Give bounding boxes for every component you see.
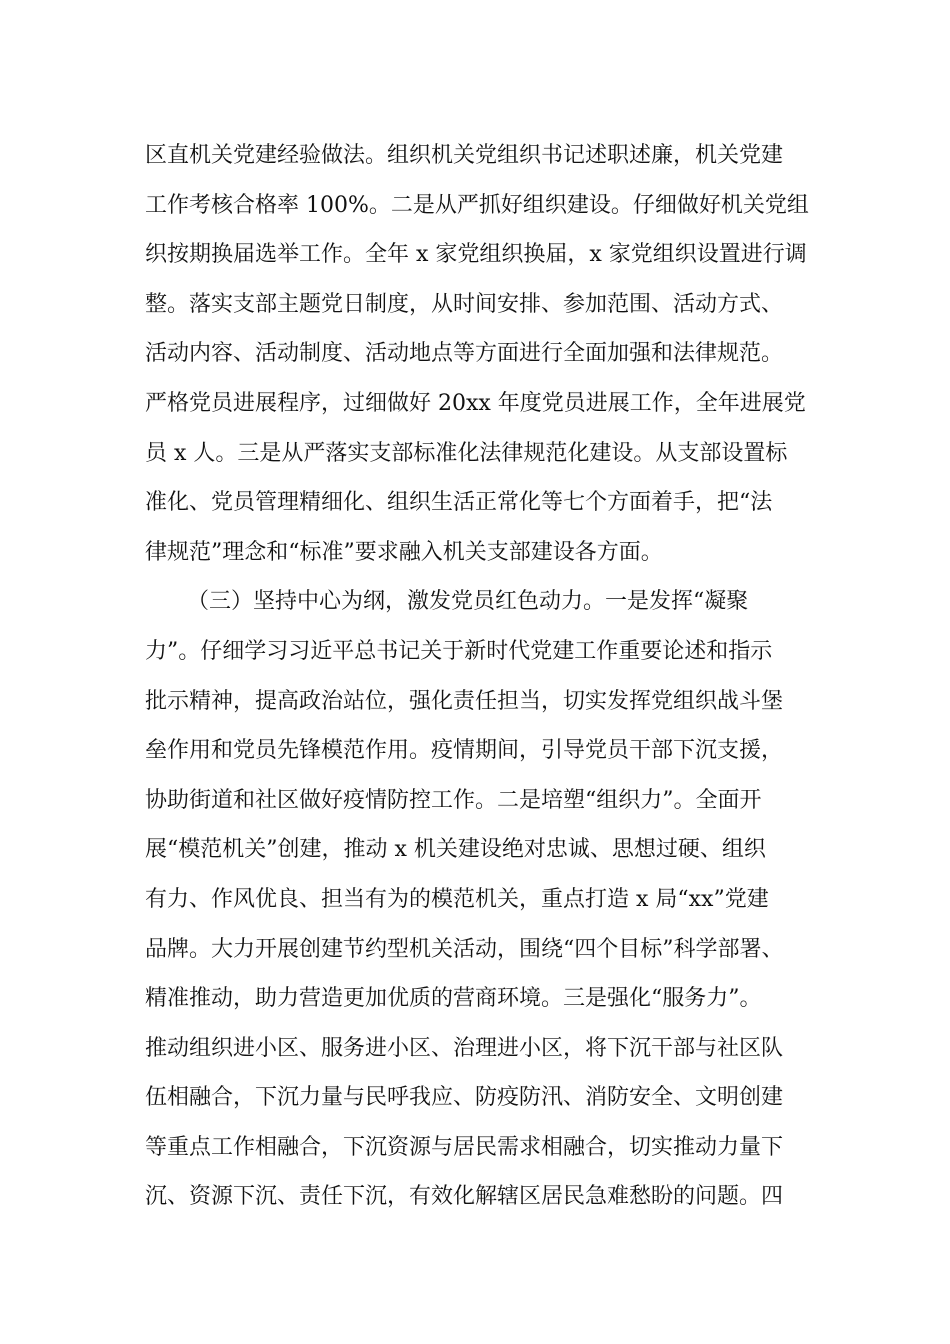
text-line: 垒作用和党员先锋模范作用。疫情期间，引导党员干部下沉支援， [145, 738, 784, 764]
text-line: 展“模范机关”创建，推动 x 机关建设绝对忠诚、思想过硬、组织 [145, 837, 766, 863]
text-line: 整。落实支部主题党日制度，从时间安排、参加范围、活动方式、 [145, 291, 784, 317]
text-line: 品牌。大力开展创建节约型机关活动，围绕“四个目标”科学部署、 [145, 936, 784, 962]
text-line: 员 x 人。三是从严落实支部标准化法律规范化建设。从支部设置标 [145, 440, 788, 466]
text-line: 沉、资源下沉、责任下沉，有效化解辖区居民急难愁盼的问题。四 [145, 1184, 784, 1210]
text-line: 协助街道和社区做好疫情防控工作。二是培塑“组织力”。全面开 [145, 787, 762, 813]
text-line: 织按期换届选举工作。全年 x 家党组织换届，x 家党组织设置进行调 [145, 242, 807, 268]
body-text [145, 131, 885, 1222]
text-line: 准化、党员管理精细化、组织生活正常化等七个方面着手，把“法 [145, 490, 773, 516]
text-line: 精准推动，助力营造更加优质的营商环境。三是强化“服务力”。 [145, 986, 762, 1012]
text-line: 区直机关党建经验做法。组织机关党组织书记述职述廉，机关党建 [145, 143, 784, 168]
text-line: 等重点工作相融合，下沉资源与居民需求相融合，切实推动力量下 [145, 1134, 784, 1160]
text-line: 推动组织进小区、服务进小区、治理进小区，将下沉干部与社区队 [145, 1035, 784, 1061]
text-line: 严格党员进展程序，过细做好 20xx 年度党员进展工作，全年进展党 [145, 390, 806, 416]
text-line: 有力、作风优良、担当有为的模范机关，重点打造 x 局“xx”党建 [145, 886, 769, 912]
text-line: 批示精神，提高政治站位，强化责任担当，切实发挥党组织战斗堡 [145, 688, 784, 714]
paragraph-first-line: （三）坚持中心为纲，激发党员红色动力。一是发挥“凝聚 [187, 589, 749, 615]
text-line: 活动内容、活动制度、活动地点等方面进行全面加强和法律规范。 [145, 341, 784, 367]
text-line: 律规范”理念和“标准”要求融入机关支部建设各方面。 [145, 539, 663, 565]
text-line: 伍相融合，下沉力量与民呼我应、防疫防汛、消防安全、文明创建 [145, 1085, 784, 1111]
text-line: 工作考核合格率 100%。二是从严抓好组织建设。仔细做好机关党组 [145, 192, 809, 218]
text-line: 力”。仔细学习习近平总书记关于新时代党建工作重要论述和指示 [145, 638, 773, 664]
